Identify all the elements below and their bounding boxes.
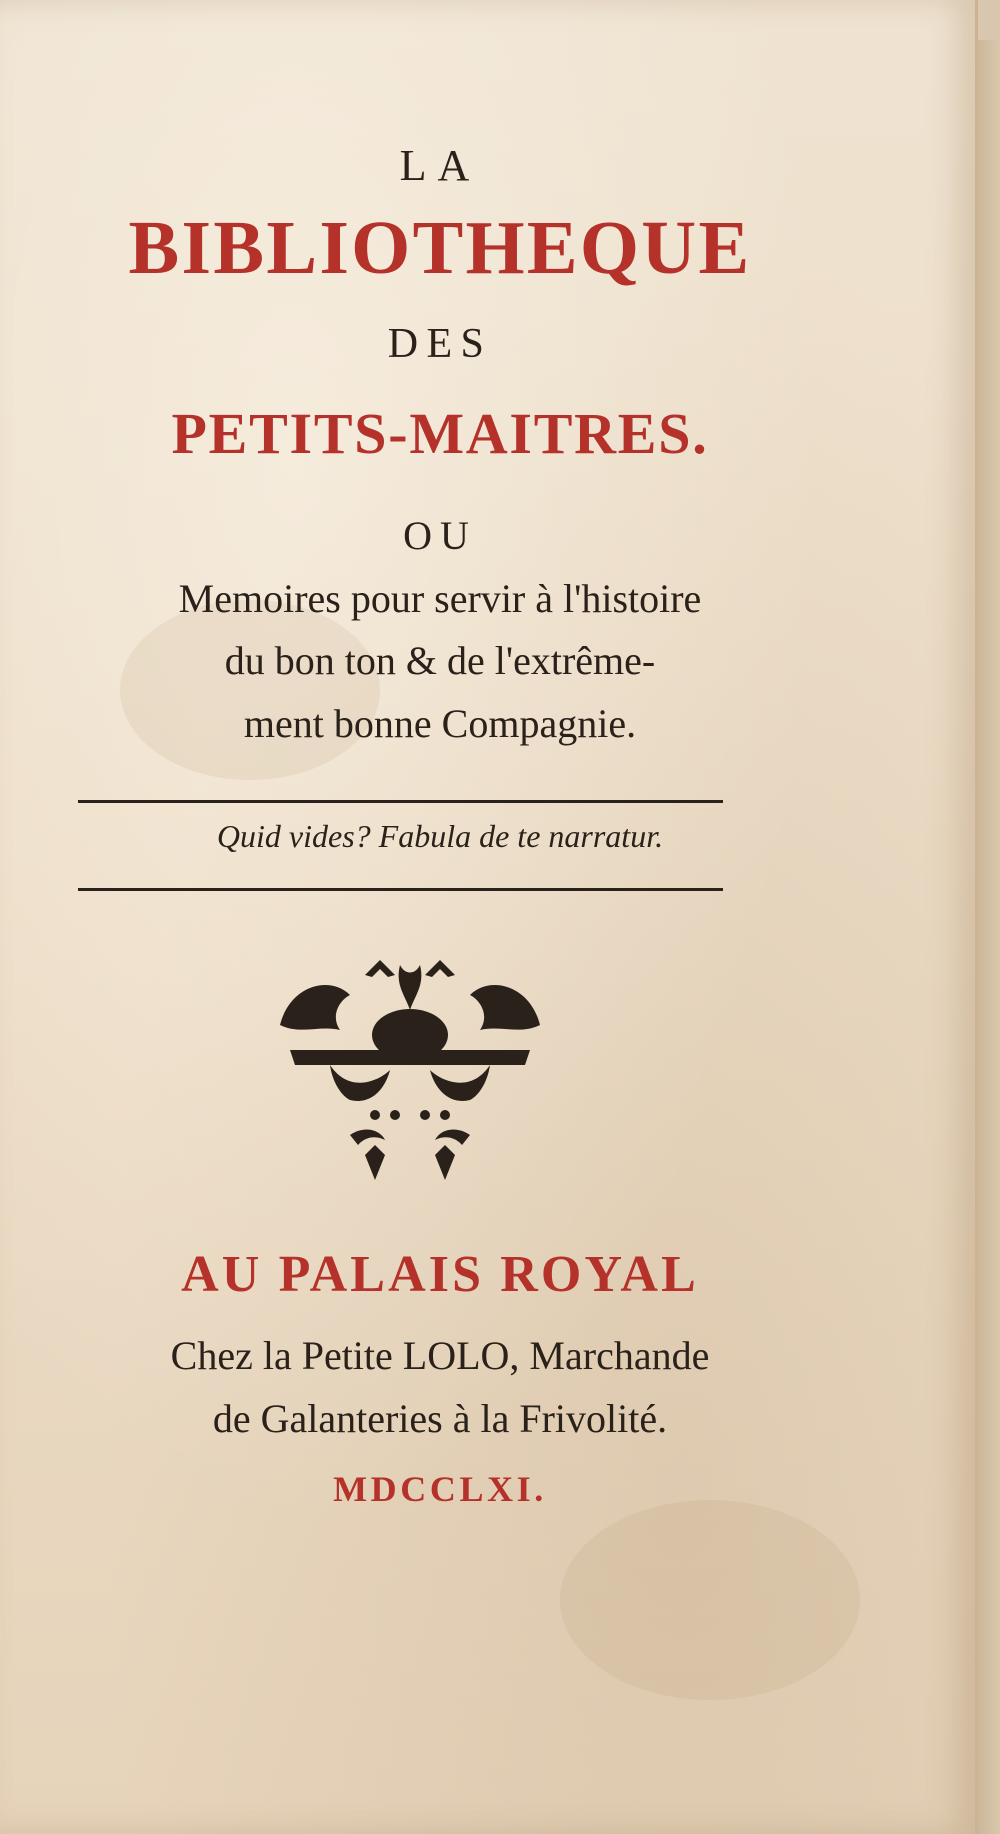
paper-stain — [560, 1500, 860, 1700]
imprint-line: de Galanteries à la Frivolité. — [212, 1396, 668, 1441]
subtitle-line: du bon ton & de l'extrême- — [224, 638, 656, 683]
paper-stain — [120, 600, 380, 780]
fleuron-icon — [270, 955, 550, 1185]
title-subject: PETITS-MAITRES. — [171, 401, 709, 466]
title-main: BIBLIOTHEQUE — [128, 206, 752, 290]
imprint-line: Chez la Petite LOLO, Marchande — [170, 1333, 710, 1378]
title-preposition: DES — [387, 321, 493, 367]
bottom-rule — [78, 888, 723, 891]
epigraph: Quid vides? Fabula de te narratur. — [216, 818, 664, 854]
title-article: LA — [399, 141, 481, 190]
subtitle-line: Memoires pour servir à l'histoire — [178, 576, 702, 621]
publication-date: MDCCLXI. — [333, 1469, 547, 1509]
top-rule — [78, 800, 723, 803]
subtitle-line: ment bonne Compagnie. — [243, 701, 637, 746]
imprint-place: AU PALAIS ROYAL — [181, 1246, 699, 1303]
title-conjunction: OU — [403, 513, 477, 558]
